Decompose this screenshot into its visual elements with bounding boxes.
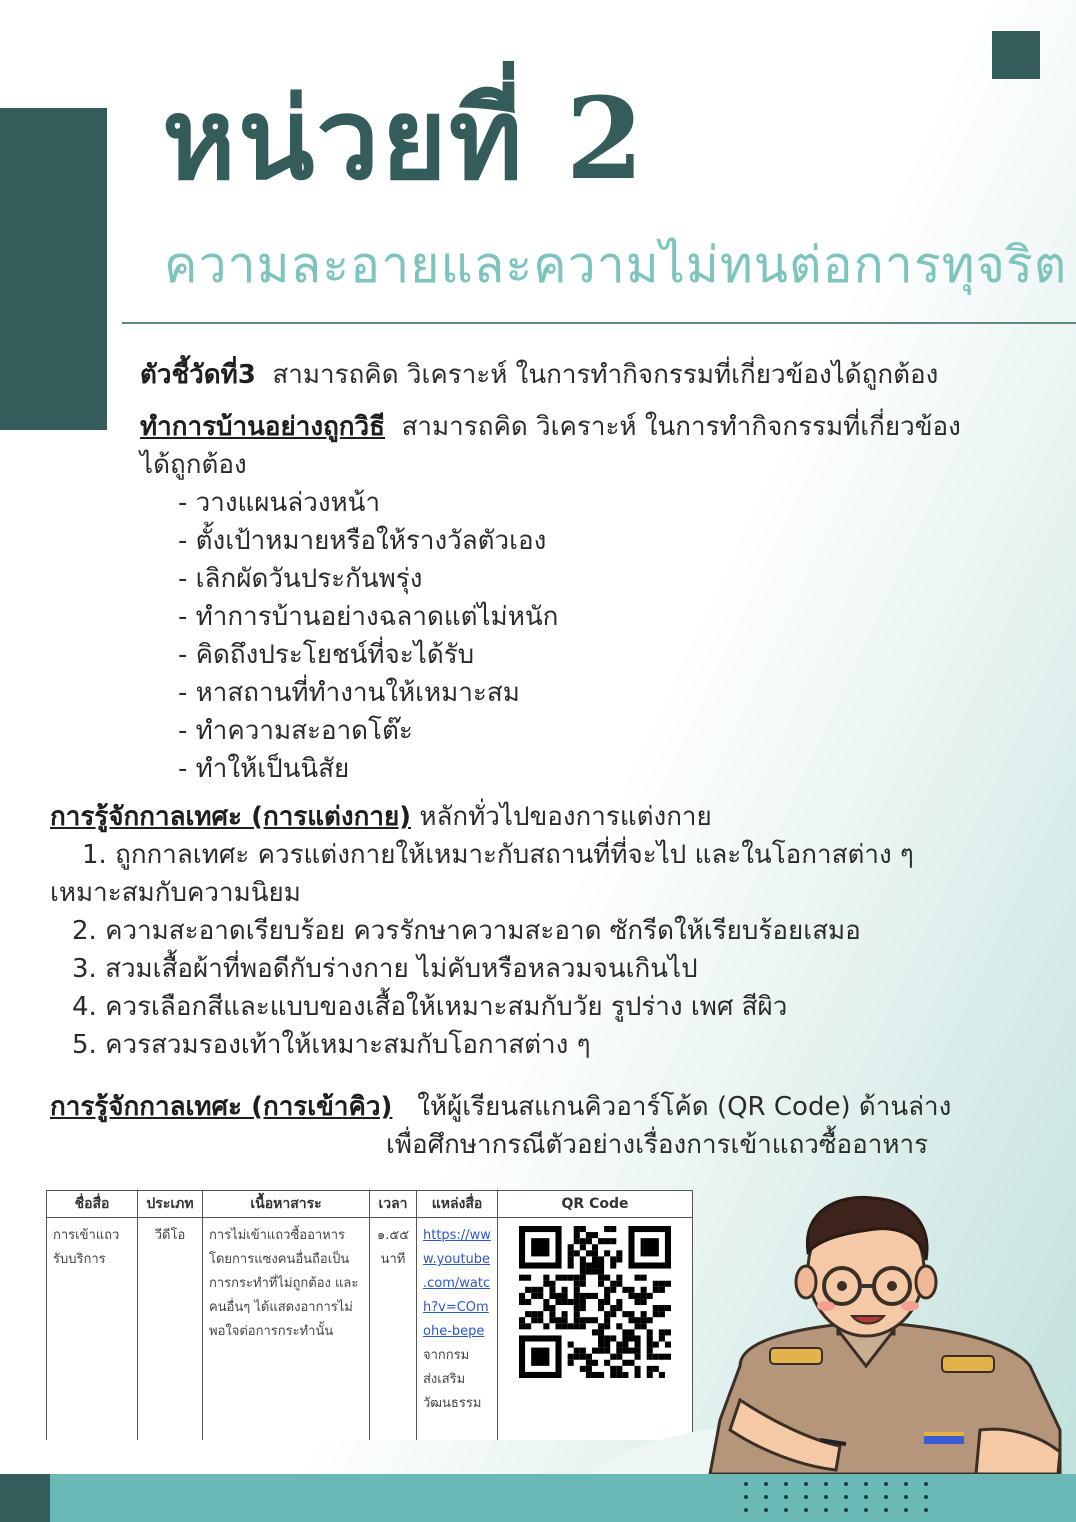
source-link[interactable]: https://ww xyxy=(423,1228,491,1243)
homework-item: - คิดถึงประโยชน์ที่จะได้รับ xyxy=(178,640,475,670)
homework-item: - ทำให้เป็นนิสัย xyxy=(178,754,350,784)
page-subtitle: ความละอายและความไม่ทนต่อการทุจริต xyxy=(164,236,1068,294)
media-name-cell xyxy=(47,1218,138,1441)
homework-text: สามารถคิด วิเคราะห์ ในการทำกิจกรรมที่เกี่ยวข้อง xyxy=(401,412,961,442)
homework-item: - ทำความสะอาดโต๊ะ xyxy=(178,716,413,746)
left-accent-bar xyxy=(0,108,107,430)
dress-label: การรู้จักกาลเทศะ (การแต่งกาย) xyxy=(50,802,412,832)
media-content-cell xyxy=(203,1218,370,1441)
queue-line xyxy=(50,1088,951,1126)
source-link[interactable]: .com/watc xyxy=(423,1276,491,1291)
source-text: จากกรม xyxy=(423,1348,470,1363)
homework-item: - หาสถานที่ทำงานให้เหมาะสม xyxy=(178,678,520,708)
title-divider xyxy=(122,322,1076,324)
media-source-cell[interactable] xyxy=(417,1218,498,1441)
homework-label: ทำการบ้านอย่างถูกวิธี xyxy=(140,412,386,442)
corner-accent-square xyxy=(992,31,1040,79)
content-line: พอใจต่อการกระทำนั้น xyxy=(209,1324,334,1339)
source-text: ส่งเสริม xyxy=(423,1372,466,1387)
dress-item: 4. ควรเลือกสีและแบบของเสื้อให้เหมาะสมกับวัย รูปร่าง เพศ สีผิว xyxy=(72,992,788,1022)
content-line: การกระทำที่ไม่ถูกต้อง และ xyxy=(209,1276,359,1291)
footer-accent-square xyxy=(0,1474,50,1522)
queue-label: การรู้จักกาลเทศะ (การเข้าคิว) xyxy=(50,1092,393,1122)
media-time: ๑.๕๕ xyxy=(376,1228,410,1243)
column-header: QR Code xyxy=(498,1191,693,1218)
dress-item: 2. ความสะอาดเรียบร้อย ควรรักษาความสะอาด ซักรีดให้เรียบร้อยเสมอ xyxy=(72,916,861,946)
source-link[interactable]: ohe-bepe xyxy=(423,1324,485,1339)
column-header: ชื่อสื่อ xyxy=(47,1191,138,1218)
dress-item: 5. ควรสวมรองเท้าให้เหมาะสมกับโอกาสต่าง ๆ xyxy=(72,1030,591,1060)
page-title: หน่วยที่ 2 xyxy=(162,74,646,205)
source-link[interactable]: w.youtube xyxy=(423,1252,491,1267)
indicator-text: สามารถคิด วิเคราะห์ ในการทำกิจกรรมที่เกี่ยวข้องได้ถูกต้อง xyxy=(272,360,939,390)
dress-item-cont: เหมาะสมกับความนิยม xyxy=(50,878,301,908)
media-name: รับบริการ xyxy=(53,1252,106,1267)
homework-text-cont: ได้ถูกต้อง xyxy=(140,450,247,480)
source-link[interactable]: h?v=COm xyxy=(423,1300,489,1315)
dress-item: 3. สวมเสื้อผ้าที่พอดีกับร่างกาย ไม่คับหรือหลวมจนเกินไป xyxy=(72,954,698,984)
media-name: การเข้าแถว xyxy=(53,1228,120,1243)
column-header: เนื้อหาสาระ xyxy=(203,1191,370,1218)
decorative-dots xyxy=(742,1480,942,1520)
dress-item: 1. ถูกกาลเทศะ ควรแต่งกายให้เหมาะกับสถานที่ที่จะไป และในโอกาสต่าง ๆ xyxy=(82,840,914,870)
content-line: การไม่เข้าแถวซื้ออาหาร xyxy=(209,1228,346,1243)
indicator-line xyxy=(140,356,938,394)
indicator-label: ตัวชี้วัดที่3 xyxy=(140,360,256,390)
column-header: แหล่งสื่อ xyxy=(417,1191,498,1218)
homework-item: - เลิกผัดวันประกันพรุ่ง xyxy=(178,564,423,594)
media-type-cell xyxy=(138,1218,203,1441)
homework-item: - วางแผนล่วงหน้า xyxy=(178,488,381,518)
queue-text-cont: เพื่อศึกษากรณีตัวอย่างเรื่องการเข้าแถวซื้ออาหาร xyxy=(386,1130,929,1160)
teacher-illustration xyxy=(590,1190,1076,1474)
homework-item: - ตั้งเป้าหมายหรือให้รางวัลตัวเอง xyxy=(178,526,547,556)
source-text: วัฒนธรรม xyxy=(423,1396,482,1411)
homework-item: - ทำการบ้านอย่างฉลาดแต่ไม่หนัก xyxy=(178,602,559,632)
dress-text: หลักทั่วไปของการแต่งกาย xyxy=(419,802,712,832)
dress-line xyxy=(50,798,712,836)
queue-text: ให้ผู้เรียนสแกนคิวอาร์โค้ด (QR Code) ด้านล่าง xyxy=(417,1092,952,1122)
media-type: วีดีโอ xyxy=(154,1228,186,1243)
content-line: คนอื่นๆ ได้แสดงอาการไม่ xyxy=(209,1300,353,1315)
media-time: นาที xyxy=(380,1252,406,1267)
column-header: เวลา xyxy=(370,1191,417,1218)
content-line: โดยการแซงคนอื่นถือเป็น xyxy=(209,1252,350,1267)
homework-line xyxy=(140,408,961,446)
column-header: ประเภท xyxy=(138,1191,203,1218)
media-time-cell xyxy=(370,1218,417,1441)
